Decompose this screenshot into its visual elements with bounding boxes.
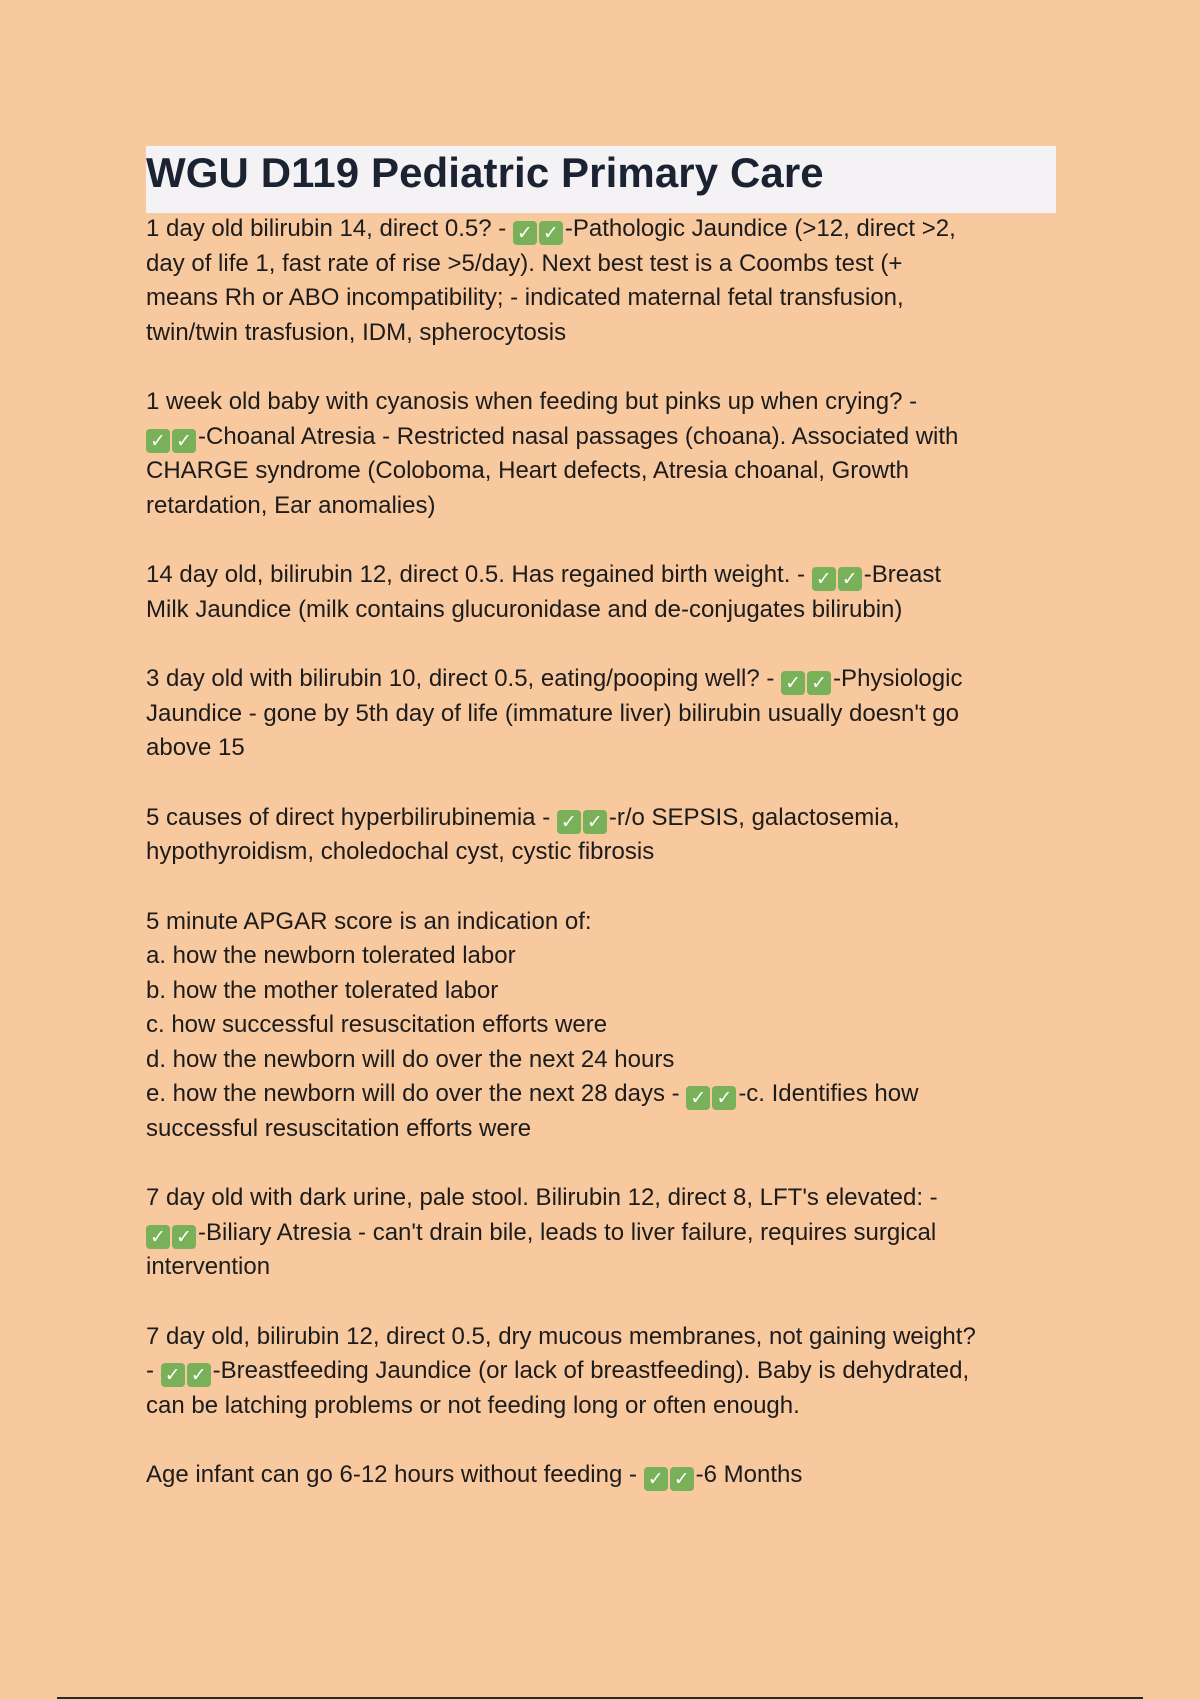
text-segment: -6 Months xyxy=(695,1461,803,1488)
qa-entry xyxy=(146,801,1066,870)
text-line xyxy=(146,281,1066,316)
text-segment: 1 week old baby with cyanosis when feeding but pinks up when crying? - xyxy=(146,388,918,415)
text-line xyxy=(146,835,1066,870)
text-segment: 14 day old, bilirubin 12, direct 0.5. Has regained birth weight. - xyxy=(146,561,812,588)
text-segment: 5 causes of direct hyperbilirubinemia - xyxy=(146,803,557,831)
text-segment: means Rh or ABO incompatibility; - indicated maternal fetal transfusion, xyxy=(146,284,904,311)
text-line xyxy=(146,247,1066,282)
text-line xyxy=(146,1250,1066,1285)
text-segment: e. how the newborn will do over the next 28 days - xyxy=(146,1080,687,1107)
text-line xyxy=(146,489,1066,524)
text-line xyxy=(146,1043,1066,1078)
text-segment: intervention xyxy=(146,1253,271,1280)
text-segment: b. how the mother tolerated labor xyxy=(146,976,499,1004)
text-segment: above 15 xyxy=(146,734,245,761)
check-mark-icon: ✓ xyxy=(146,429,170,453)
text-line xyxy=(146,939,1066,974)
text-segment: CHARGE syndrome (Coloboma, Heart defects, Atresia choanal, Growth xyxy=(146,457,909,484)
text-segment: can be latching problems or not feeding long or often enough. xyxy=(146,1391,800,1419)
qa-entry xyxy=(146,1458,1066,1493)
check-mark-icon: ✓ xyxy=(838,567,862,591)
text-segment: 3 day old with bilirubin 10, direct 0.5, eating/pooping well? - xyxy=(146,665,782,692)
text-segment: 7 day old with dark urine, pale stool. Bilirubin 12, direct 8, LFT's elevated: - xyxy=(146,1184,938,1211)
text-segment: successful resuscitation efforts were xyxy=(146,1114,532,1142)
text-line xyxy=(146,1320,1066,1355)
check-mark-icon: ✓ xyxy=(807,671,831,695)
text-segment: 7 day old, bilirubin 12, direct 0.5, dry mucous membranes, not gaining weight? xyxy=(146,1322,976,1350)
text-segment: -c. Identifies how xyxy=(738,1080,919,1107)
text-segment: -Choanal Atresia - Restricted nasal passages (choana). Associated with xyxy=(198,422,959,450)
text-segment: 5 minute APGAR score is an indication of: xyxy=(146,907,592,935)
text-line xyxy=(146,593,1066,628)
check-mark-icon: ✓ xyxy=(686,1086,710,1110)
text-segment: Milk Jaundice (milk contains glucuronidase and de-conjugates bilirubin) xyxy=(146,595,903,623)
text-line xyxy=(146,212,1066,247)
text-segment: twin/twin trasfusion, IDM, spherocytosis xyxy=(146,318,567,346)
text-segment: d. how the newborn will do over the next 24 hours xyxy=(146,1045,675,1073)
text-line xyxy=(146,1112,1066,1147)
text-segment: -Biliary Atresia - can't drain bile, leads to liver failure, requires surgical xyxy=(198,1218,937,1246)
text-line xyxy=(146,1458,1066,1493)
text-line xyxy=(146,1354,1066,1389)
qa-entry xyxy=(146,905,1066,1147)
text-segment: - xyxy=(146,1357,161,1384)
check-mark-icon: ✓ xyxy=(172,1225,196,1249)
qa-entry xyxy=(146,1320,1066,1424)
text-segment: hypothyroidism, choledochal cyst, cystic fibrosis xyxy=(146,838,655,865)
text-segment: -Breast xyxy=(863,561,942,588)
text-segment: Age infant can go 6-12 hours without feeding - xyxy=(146,1461,644,1488)
text-line xyxy=(146,558,1066,593)
qa-entry xyxy=(146,385,1066,523)
document-title: WGU D119 Pediatric Primary Care xyxy=(146,149,824,196)
check-mark-icon: ✓ xyxy=(812,567,836,591)
text-segment: -Physiologic xyxy=(833,665,963,692)
text-segment: -Breastfeeding Jaundice (or lack of breastfeeding). Baby is dehydrated, xyxy=(212,1357,970,1384)
text-segment: 1 day old bilirubin 14, direct 0.5? - xyxy=(146,215,513,242)
text-line xyxy=(146,420,1066,455)
text-segment: c. how successful resuscitation efforts were xyxy=(146,1011,608,1038)
text-line xyxy=(146,801,1066,836)
text-line xyxy=(146,1181,1066,1216)
text-line xyxy=(146,454,1066,489)
text-line xyxy=(146,662,1066,697)
footer-divider xyxy=(57,1697,1143,1699)
text-line xyxy=(146,1077,1066,1112)
qa-entry xyxy=(146,212,1066,350)
text-segment: -r/o SEPSIS, galactosemia, xyxy=(608,803,900,831)
text-line xyxy=(146,1008,1066,1043)
text-line xyxy=(146,731,1066,766)
check-mark-icon: ✓ xyxy=(557,810,581,834)
text-line xyxy=(146,1216,1066,1251)
text-segment: Jaundice - gone by 5th day of life (immature liver) bilirubin usually doesn't go xyxy=(146,699,959,727)
qa-entry xyxy=(146,1181,1066,1285)
check-mark-icon: ✓ xyxy=(539,221,563,245)
check-mark-icon: ✓ xyxy=(583,810,607,834)
qa-entry xyxy=(146,662,1066,766)
text-segment: day of life 1, fast rate of rise >5/day). Next best test is a Coombs test (+ xyxy=(146,249,903,277)
document-body xyxy=(146,212,1066,1528)
text-segment: -Pathologic Jaundice (>12, direct >2, xyxy=(564,215,956,242)
check-mark-icon: ✓ xyxy=(172,429,196,453)
check-mark-icon: ✓ xyxy=(513,221,537,245)
text-segment: a. how the newborn tolerated labor xyxy=(146,942,516,969)
check-mark-icon: ✓ xyxy=(644,1467,668,1491)
check-mark-icon: ✓ xyxy=(670,1467,694,1491)
check-mark-icon: ✓ xyxy=(187,1363,211,1387)
text-line xyxy=(146,697,1066,732)
text-line xyxy=(146,1389,1066,1424)
qa-entry xyxy=(146,558,1066,627)
check-mark-icon: ✓ xyxy=(712,1086,736,1110)
text-segment: retardation, Ear anomalies) xyxy=(146,491,436,519)
check-mark-icon: ✓ xyxy=(146,1225,170,1249)
text-line xyxy=(146,974,1066,1009)
text-line xyxy=(146,385,1066,420)
text-line xyxy=(146,316,1066,351)
check-mark-icon: ✓ xyxy=(161,1363,185,1387)
title-bar xyxy=(146,146,1056,213)
text-line xyxy=(146,905,1066,940)
check-mark-icon: ✓ xyxy=(781,671,805,695)
